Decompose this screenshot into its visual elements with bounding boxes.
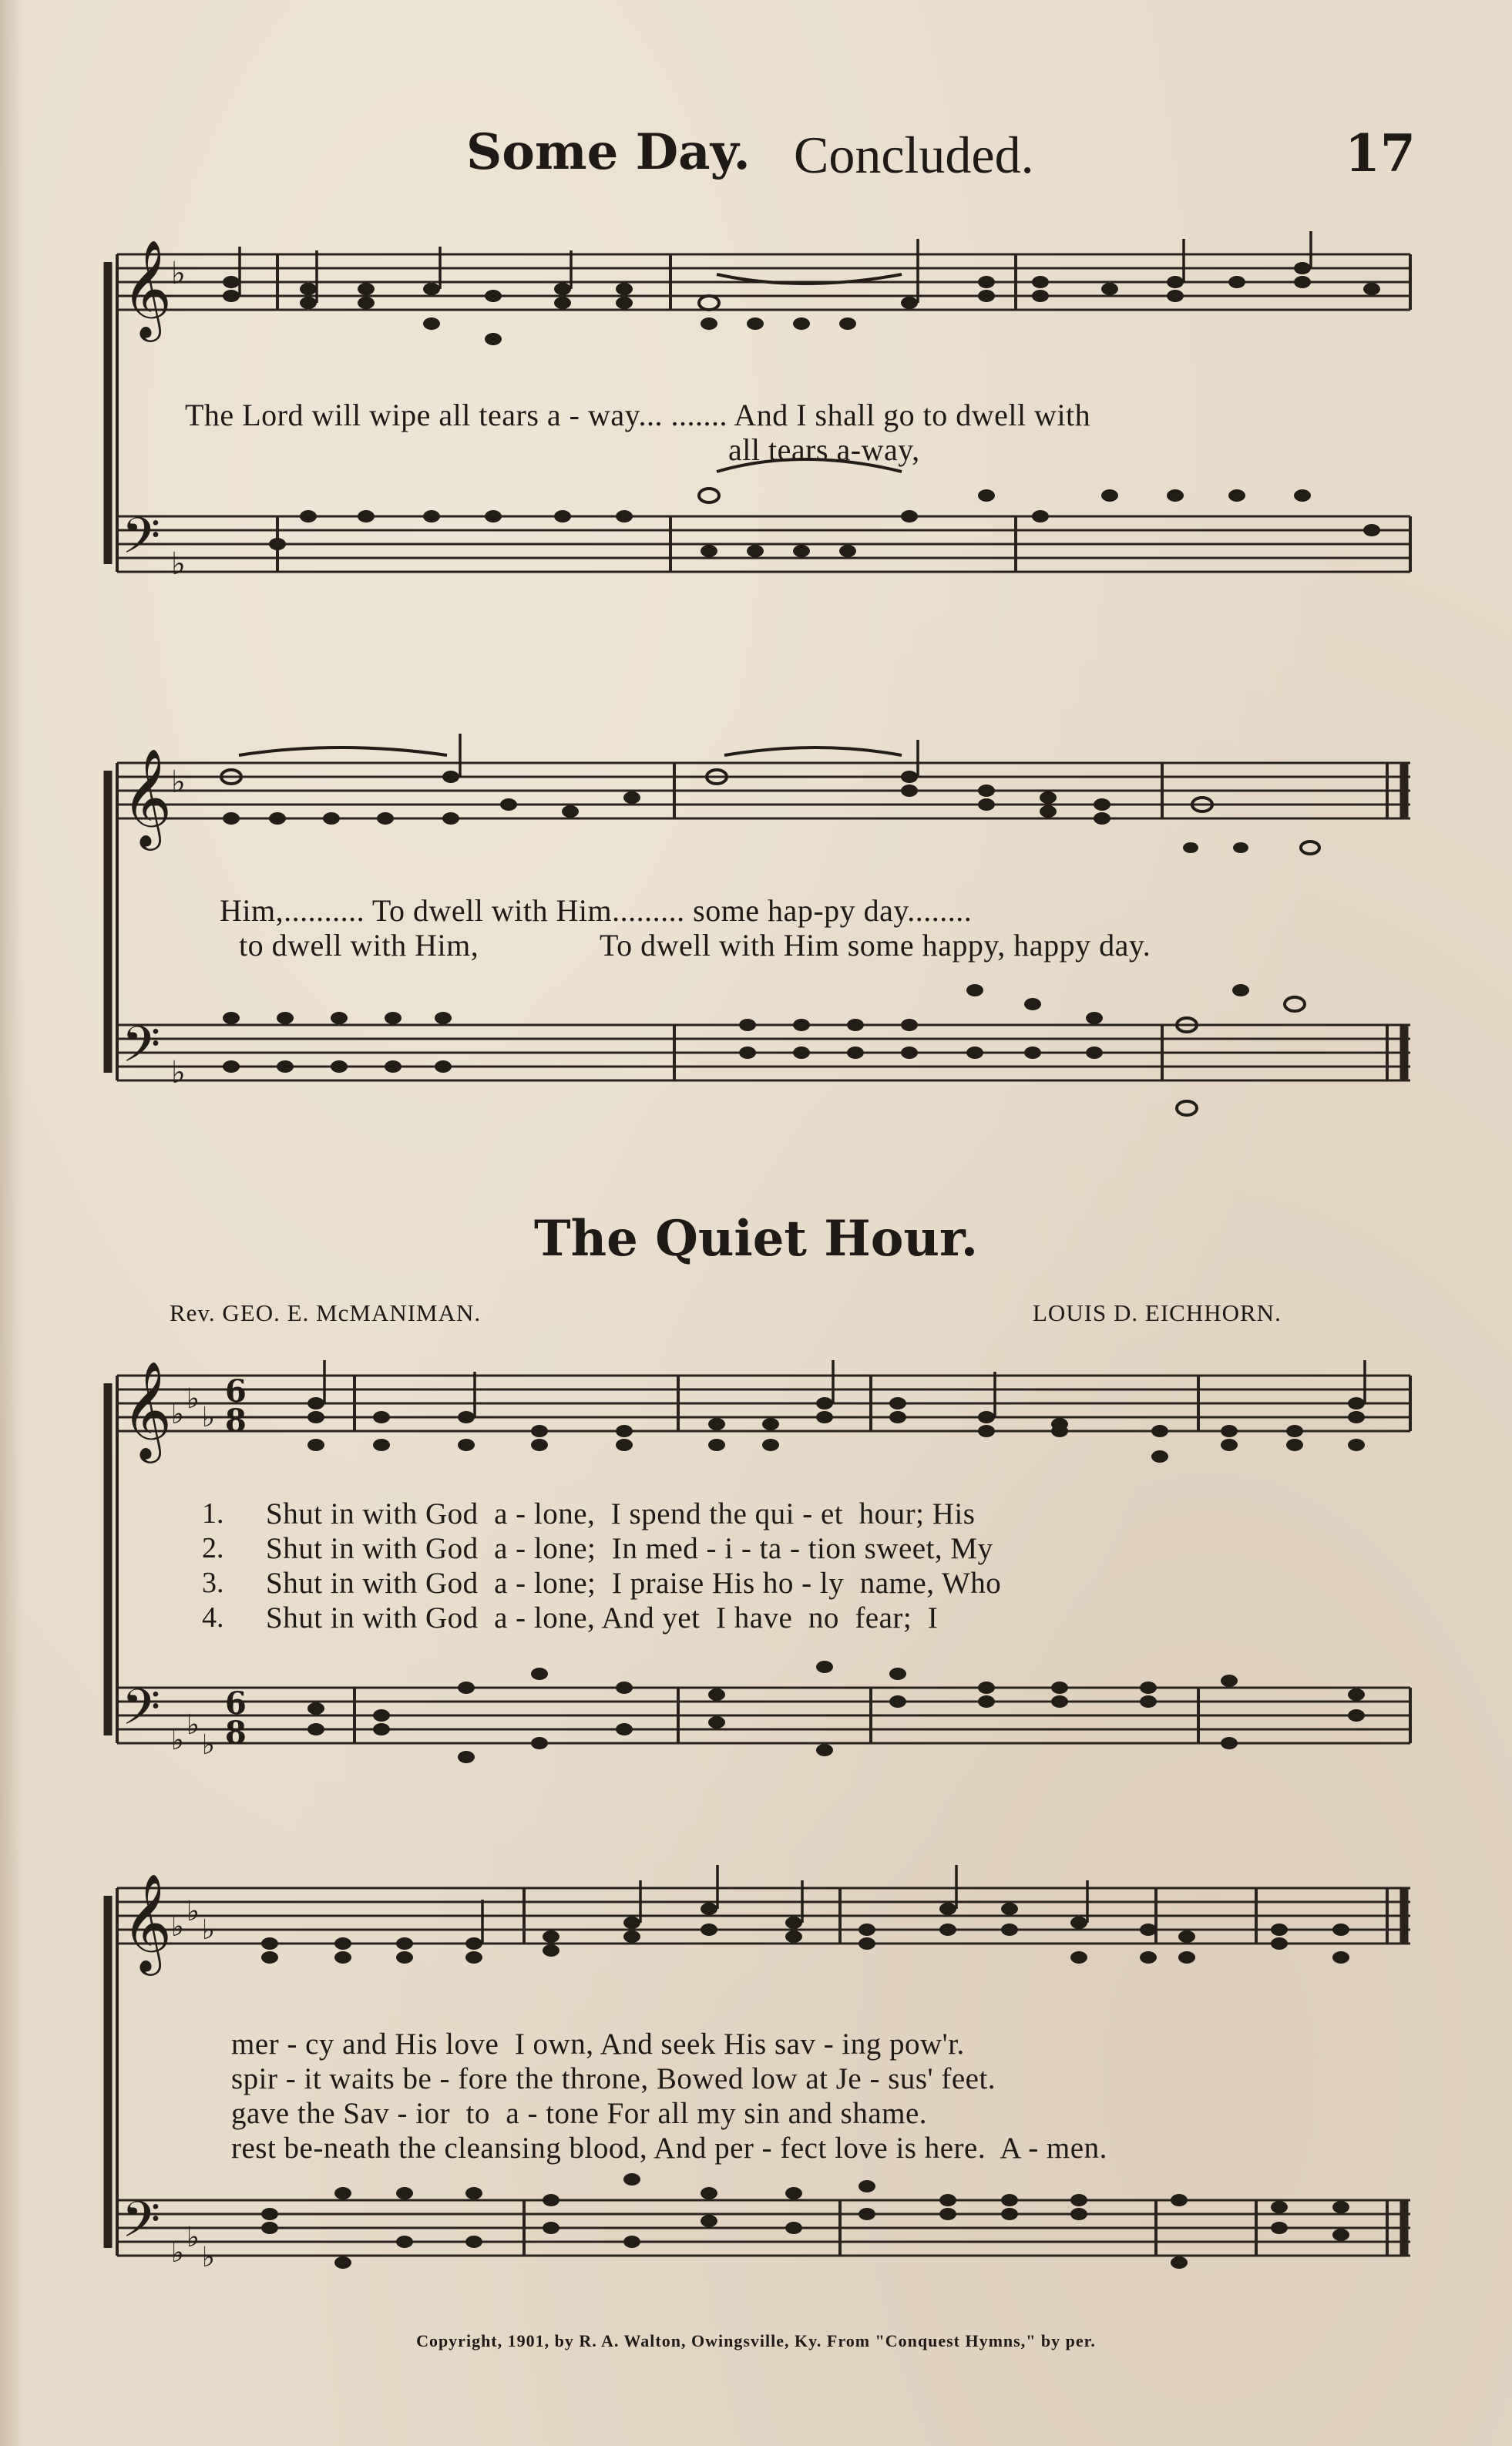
time-signature-top: 6 — [225, 1373, 247, 1409]
treble-clef-icon: 𝄞 — [122, 748, 173, 846]
flat-icon: ♭ — [186, 1709, 200, 1741]
treble-clef-icon: 𝄞 — [122, 1873, 173, 1971]
verse-lyric: Shut in with God a - lone; I praise His ho - ly name, Who — [266, 1567, 1002, 1600]
verse-lyric: rest be-neath the cleansing blood, And per - fect love is here. A - men. — [231, 2132, 1107, 2165]
lyric-line: to dwell with Him, To dwell with Him some happy, happy day. — [239, 928, 1151, 963]
flat-icon: ♭ — [186, 1383, 200, 1415]
flat-icon: ♭ — [171, 1055, 186, 1090]
flat-icon: ♭ — [186, 1896, 200, 1927]
composer-credit: LOUIS D. EICHHORN. — [1033, 1299, 1282, 1326]
flat-icon: ♭ — [202, 1914, 215, 1946]
svg-text:8: 8 — [225, 1715, 247, 1751]
page-number: 17 — [1345, 123, 1416, 183]
flat-icon: ♭ — [171, 764, 186, 800]
bass-clef-icon: 𝄢 — [122, 508, 161, 577]
svg-text:6: 6 — [225, 1685, 247, 1722]
bass-staff-2 — [117, 1016, 1410, 1090]
verse-lyric: spir - it waits be - fore the throne, Bowed low at Je - sus' feet. — [231, 2062, 996, 2095]
bass-staff-4 — [117, 2192, 1410, 2273]
hymn-title: The Quiet Hour. — [533, 1210, 979, 1268]
time-signature-bottom: 8 — [225, 1403, 247, 1439]
treble-clef-icon: 𝄞 — [122, 239, 173, 338]
flat-icon: ♭ — [171, 2237, 184, 2269]
song-title: Some Day. — [466, 123, 751, 181]
copyright-footer: Copyright, 1901, by R. A. Walton, Owingsville, Ky. From "Conquest Hymns," by per. — [416, 2331, 1096, 2350]
verse-lyric: Shut in with God a - lone; In med - i - ta - tion sweet, My — [266, 1532, 993, 1565]
verse-number: 3. — [202, 1567, 224, 1599]
verse-lyric: mer - cy and His love I own, And seek His sav - ing pow'r. — [231, 2028, 965, 2061]
flat-icon: ♭ — [186, 2222, 200, 2253]
notes-system-1 — [223, 231, 1380, 557]
verse-lyric: Shut in with God a - lone, And yet I have no fear; I — [266, 1601, 939, 1635]
lyric-line: The Lord will wipe all tears a - way... ....... And I shall go to dwell with — [185, 398, 1091, 432]
lyric-line: all tears a-way, — [728, 432, 920, 467]
flat-icon: ♭ — [202, 1729, 215, 1761]
flat-icon: ♭ — [171, 1725, 184, 1756]
bass-staff-3 — [117, 1679, 1410, 1761]
bass-clef-icon: 𝄢 — [122, 1016, 161, 1086]
lyricist-credit: Rev. GEO. E. McMANIMAN. — [170, 1299, 482, 1326]
verse-number: 2. — [202, 1532, 224, 1564]
verse-lyric: gave the Sav - ior to a - tone For all my sin and shame. — [231, 2097, 928, 2130]
bass-clef-icon: 𝄢 — [122, 1679, 161, 1749]
treble-staff-4 — [117, 1873, 1410, 1976]
flat-icon: ♭ — [171, 256, 186, 291]
flat-icon: ♭ — [171, 1399, 184, 1430]
flat-icon: ♭ — [202, 2242, 215, 2273]
verse-lyric: Shut in with God a - lone, I spend the qui - et hour; His — [266, 1497, 976, 1530]
lyric-line: Him,.......... To dwell with Him......... some hap-py day........ — [220, 893, 973, 928]
treble-clef-icon: 𝄞 — [122, 1360, 173, 1459]
song-subtitle: Concluded. — [794, 126, 1034, 184]
treble-staff-2 — [117, 748, 1410, 851]
flat-icon: ♭ — [202, 1402, 215, 1433]
flat-icon: ♭ — [171, 1911, 184, 1943]
verse-number: 1. — [202, 1497, 224, 1530]
flat-icon: ♭ — [171, 546, 186, 582]
bass-clef-icon: 𝄢 — [122, 2192, 161, 2261]
verse-number: 4. — [202, 1601, 224, 1634]
